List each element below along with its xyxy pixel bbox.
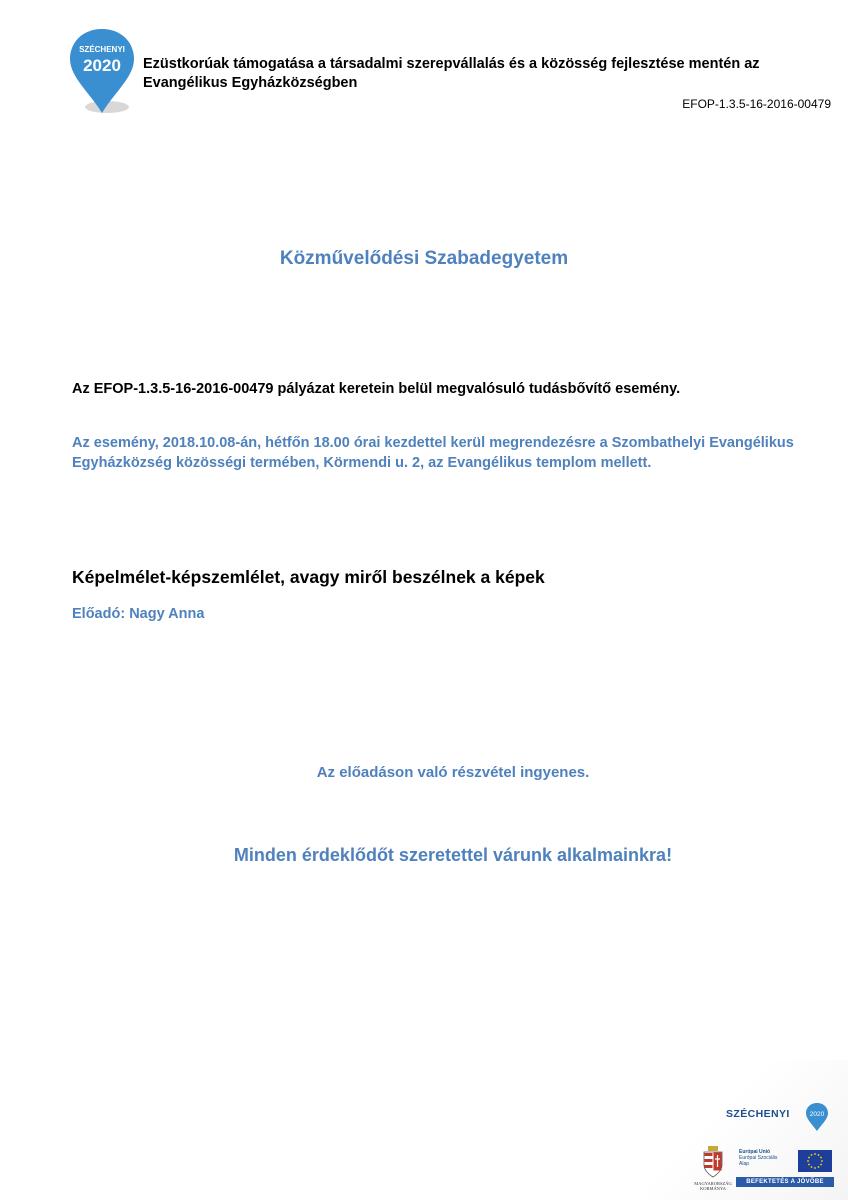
- eu-flag-icon: [798, 1150, 832, 1172]
- eu-line: Európai Szociális: [739, 1155, 778, 1161]
- government-label: MAGYARORSZÁG KORMÁNYA: [694, 1181, 732, 1191]
- funding-logos: [646, 1060, 848, 1200]
- participation-note: Az előadáson való részvétel ingyenes.: [316, 764, 590, 781]
- intro-text: Az EFOP-1.3.5-16-2016-00479 pályázat keretein belül megvalósuló tudásbővítő esemény.: [72, 381, 681, 397]
- lecture-title: Képelmélet-képszemlélet, avagy miről beszélnek a képek: [72, 567, 545, 587]
- slogan-bar: BEFEKTETÉS A JÖVŐBE: [736, 1177, 834, 1187]
- welcome-message: Minden érdeklődőt szeretettel várunk alkalmainkra!: [233, 845, 673, 865]
- event-details: Az esemény, 2018.10.08-án, hétfőn 18.00 órai kezdettel kerül megrendezésre a Szombathelyi Evangélikus Egyházközség közösségi termében, Körmendi u. 2, az Evangélikus templom mellett.: [72, 435, 794, 471]
- eu-line: Alap: [739, 1161, 750, 1167]
- szechenyi-pin-icon: [804, 1102, 830, 1137]
- eu-label: [739, 1149, 797, 1167]
- funding-year: 2020: [809, 1111, 825, 1118]
- szechenyi-2020-logo-icon: [62, 25, 142, 120]
- coat-of-arms-icon: [698, 1145, 728, 1184]
- project-code: EFOP-1.3.5-16-2016-00479: [682, 97, 831, 111]
- eu-line: Európai Unió: [739, 1149, 771, 1155]
- lecturer: Előadó: Nagy Anna: [72, 606, 205, 622]
- header-title: Ezüstkorúak támogatása a társadalmi szerepvállalás és a közösség fejlesztése mentén az Evangélikus Egyházközségben: [143, 56, 760, 91]
- page-title: Közművelődési Szabadegyetem: [279, 248, 569, 269]
- funding-brand: SZÉCHENYI: [726, 1108, 790, 1120]
- logo-brand-text: SZÉCHENYI: [79, 45, 125, 54]
- logo-year-text: 2020: [83, 56, 121, 75]
